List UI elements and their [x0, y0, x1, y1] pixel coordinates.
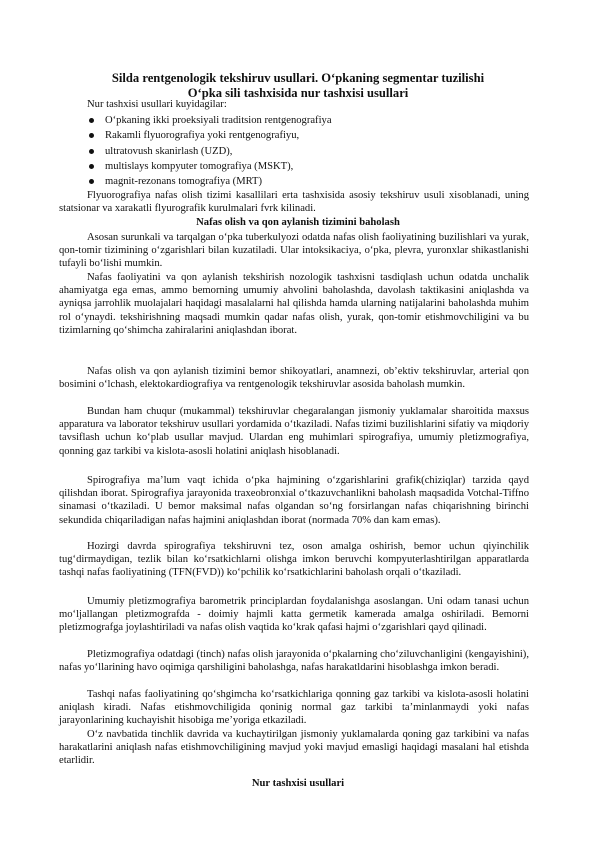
page-title-line-1: Silda rentgenologik tekshiruv usullari. O‘pkaning segmentar tuzilishi: [111, 71, 485, 85]
footer-heading: Nur tashxisi usullari: [251, 778, 345, 789]
list-item: multislays kompyuter tomografiya (MSKT),: [87, 159, 332, 174]
bullet-icon: [89, 149, 94, 154]
list-item: O‘pkaning ikki proeksiyali traditsion rentgenografiya: [87, 113, 332, 128]
list-item: magnit-rezonans tomografiya (MRT): [87, 174, 332, 189]
paragraph: Umumiy pletizmografiya barometrik principlardan foydalanishga asoslangan. Uni odam tanasi uchun mo‘ljallangan pletizmografda - doimiy hajmli katta germetik kamerada amalga oshiriladi. Bemorni pletizmografga joylashtiriladi va nafas olish vaqtida ko‘krak qafasi hajmi o‘zgarishlari qayd qilinadi.: [59, 596, 529, 634]
intro-text: Nur tashxisi usullari kuyidagilar:: [87, 99, 227, 110]
bullet-icon: [89, 133, 94, 138]
paragraph: Nafas faoliyatini va qon aylanish tekshirish nozologik tashxisni tasdiqlash uchun odatda unchalik ahamiyatga ega emas, ammo bemorning umumiy ahvolini baholashda, davolash taktikasini aniqlashda va ayniqsa jarrohlik muolajalari haqidagi masalalarni hal qilishda hamda ularning natijalarini baholashda muhim rol o‘ynaydi. tekshirishning maqsadi mumkin qadar nafas olish, yurak, qon-tomir etishmovchiligini va bu tizimlarning qo‘shimcha zahiralarini aniqlashdan iborat.: [59, 272, 529, 336]
list-item: Rakamli flyuorografiya yoki rentgenografiyu,: [87, 128, 332, 143]
paragraph: Pletizmografiya odatdagi (tinch) nafas olish jarayonida o‘pkalarning cho‘ziluvchanligini (kengayishini), nafas yo‘llarining havo oqimiga qarshiligini baholashga, nafas harakatldarini hisoblashga imkon beradi.: [59, 649, 529, 674]
paragraph: O‘z navbatida tinchlik davrida va kuchaytirilgan jismoniy yuklamalarda qoning gaz tarkibini va nafas harakatlarini aniqlash nafas etishmovchiligining mavjud yoki mavjud emasligi haqidagi masalani hal etishda etarlidir.: [59, 729, 529, 767]
paragraph: Nafas olish va qon aylanish tizimini bemor shikoyatlari, anamnezi, ob’ektiv tekshiruvlar, arterial qon bosimini o‘lchash, elektokardiografiya va rentgenologik tekshiruvlar asosida baholash mumkin.: [59, 366, 529, 391]
paragraph: Hozirgi davrda spirografiya tekshiruvni tez, oson amalga oshirish, bemor uchun qiyinchilik tug‘dirmaydigan, tezlik bilan ko‘rsatkichlarni olishga imkon beruvchi kompyuterlashtirilgan apparatlarda tashqi nafas faoliyatining (TFN(FVD)) ko‘pchilik ko‘rsatkichlarini baholash orqali o‘tkaziladi.: [59, 541, 529, 579]
list-item: ultratovush skanirlash (UZD),: [87, 144, 332, 159]
flyuorografiya-paragraph: Flyuorografiya nafas olish tizimi kasallilari erta tashxisida asosiy tekshiruv usuli xisoblanadi, uning statsionar va xarakatli flyurografik kurulmalari fvrk kilinadi.: [59, 190, 529, 215]
bullet-icon: [89, 179, 94, 184]
bullet-icon: [89, 118, 94, 123]
paragraph: Spirografiya ma’lum vaqt ichida o‘pka hajmining o‘zgarishlarini grafik(chiziqlar) tarzida qayd qilishdan iborat. Spirografiya jarayonida traxeobronxial o‘tkazuvchanlikni baholash maqsadida Votchal-Tiffno sinamasi o‘tkaziladi. U bemor maksimal nafas olgandan so‘ng forsirlangan nafas chiqarishning birinchi sekundida chiqariladigan nafas hajmini aniqlashdan iborat (normada 70% dan kam emas).: [59, 475, 529, 526]
page-title-line-2: O‘pka sili tashxisida nur tashxisi usullari: [187, 86, 409, 100]
paragraph: Asosan surunkali va tarqalgan o‘pka tuberkulyozi odatda nafas olish faoliyatining buzilishlari va yurak, qon-tomir tizimining o‘zgarishlari bilan kuzatiladi. Ular intoksikaciya, o‘pka, plevra, yuronxlar shikastlanishi tufayli bo‘lishi mumkin.: [59, 232, 529, 270]
section-heading: Nafas olish va qon aylanish tizimini baholash: [196, 217, 400, 228]
bullet-icon: [89, 164, 94, 169]
paragraph: Tashqi nafas faoliyatining qo‘shgimcha ko‘rsatkichlariga qonning gaz tarkibi va kislota-asosli holatini aniqlash kiradi. Nafas etishmovchiligida qoninig normal gaz tarkibi ta’minlanmaydi yoki nafas jarayonlarining kuchayishit hisobiga me’yoriga etkaziladi.: [59, 689, 529, 727]
paragraph: Bundan ham chuqur (mukammal) tekshiruvlar chegaralangan jismoniy yuklamalar sharoitida maxsus apparatura va laborator tekshiruv usullari yordamida o‘tkaziladi. Nafas tizimi buzilishlarini sifatiy va miqdoriy tavsiflash uchun ko‘plab usullar mavjud. Ulardan eng muhimlari spirografiya, umumiy pletizmografiya, qonning gaz tarkibi va kislota-asosli holatini aniqlash hisoblanadi.: [59, 406, 529, 457]
methods-list: [87, 113, 332, 189]
